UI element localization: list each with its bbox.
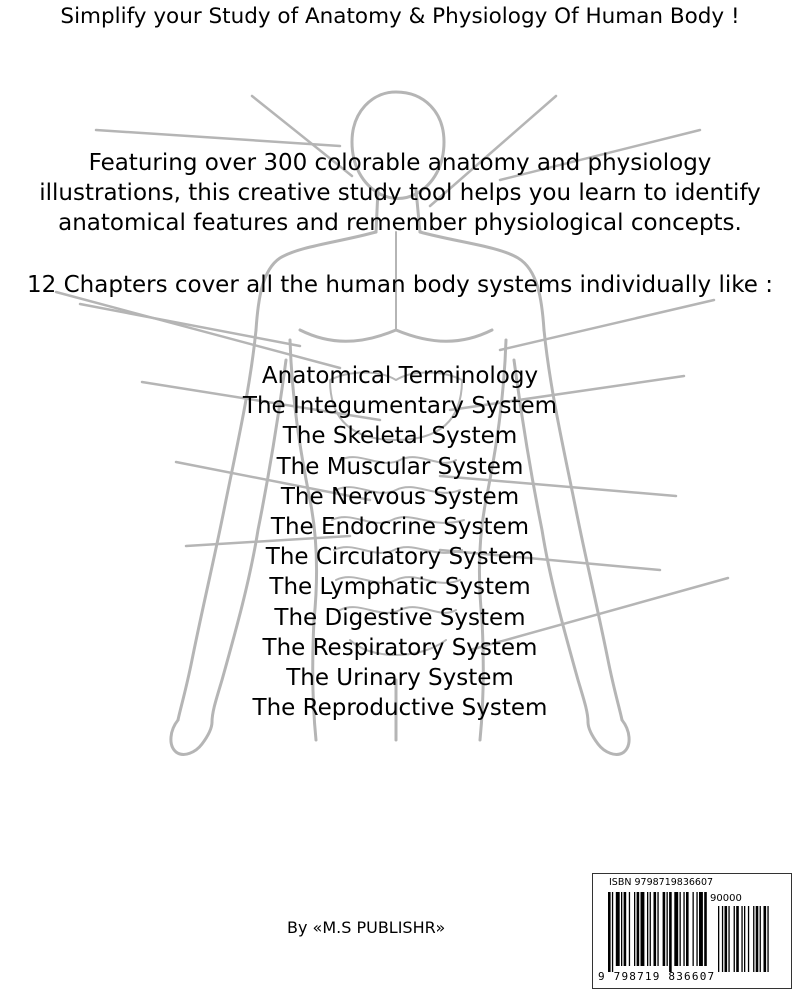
isbn-label: ISBN 9798719836607 (609, 877, 714, 888)
chapter-item: The Nervous System (280, 483, 520, 510)
chapter-item: The Skeletal System (282, 423, 518, 450)
chapter-item: The Integumentary System (242, 393, 558, 420)
chapter-item: The Urinary System (286, 665, 514, 692)
chapter-item: The Circulatory System (265, 544, 535, 571)
cover-intro-paragraph: Featuring over 300 colorable anatomy and physiology illustrations, this creative study tool helps you learn to identify anatomical features and remember physiological concepts. (39, 150, 761, 236)
barcode-addon-number: 90000 (710, 893, 742, 904)
publisher-credit: By «M.S PUBLISHR» (287, 918, 446, 937)
chapter-list (0, 361, 800, 723)
chapter-item: The Endocrine System (270, 514, 530, 541)
isbn-barcode (592, 873, 792, 989)
barcode-bars-icon (608, 892, 778, 972)
chapter-item: The Lymphatic System (269, 574, 531, 601)
barcode-ean-number: 9 798719 836607 (598, 970, 716, 983)
chapter-item: The Respiratory System (262, 634, 538, 661)
chapter-item: The Muscular System (276, 453, 524, 480)
chapter-item: The Reproductive System (252, 695, 548, 722)
chapter-item: The Digestive System (274, 604, 526, 631)
chapter-item: Anatomical Terminology (261, 363, 539, 389)
cover-headline: Simplify your Study of Anatomy & Physiology Of Human Body ! (60, 4, 740, 29)
chapters-intro-text: 12 Chapters cover all the human body systems individually like : (27, 272, 773, 298)
